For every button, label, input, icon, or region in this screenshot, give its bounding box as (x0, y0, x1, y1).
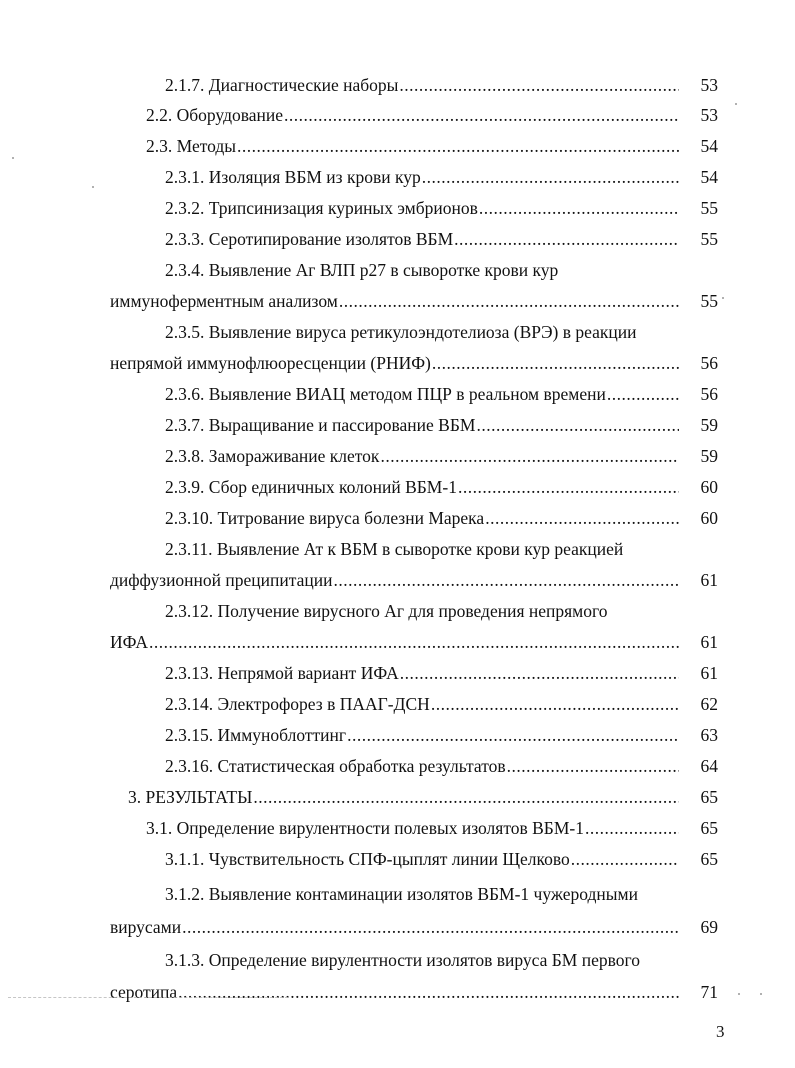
dot-leader (347, 722, 679, 748)
toc-entry-title-continued: непрямой иммунофлюоресценции (РНИФ) (110, 353, 431, 373)
toc-line (165, 660, 679, 686)
toc-entry-title: 2.3.12. Получение вирусного Аг для проведения непрямого (165, 601, 608, 621)
scan-speck (735, 103, 737, 105)
toc-line (165, 691, 679, 717)
toc-entry (0, 257, 795, 319)
toc-entry-title: 2.3.1. Изоляция ВБМ из крови кур (165, 167, 421, 187)
toc-line (146, 102, 679, 128)
toc-entry-page: 55 (700, 291, 718, 311)
toc-entry (0, 881, 795, 943)
toc-entry-title: 2.3.2. Трипсинизация куриных эмбрионов (165, 198, 478, 218)
toc-entry-page: 65 (700, 787, 718, 807)
toc-entry-title-continued: серотипа (110, 982, 178, 1002)
toc-entry (0, 722, 795, 753)
toc-entry-title: 2.3.11. Выявление Ат к ВБМ в сыворотке крови кур реакцией (165, 539, 624, 559)
toc-entry-page: 56 (700, 353, 718, 373)
dot-leader (476, 412, 679, 438)
toc-entry-title: 3.1.2. Выявление контаминации изолятов ВБМ-1 чужеродными (165, 884, 638, 904)
toc-entry (0, 846, 795, 877)
toc-entry (0, 319, 795, 381)
toc-entry-page: 61 (700, 663, 718, 683)
toc-entry-title: 2.3.14. Электрофорез в ПААГ-ДСН (165, 694, 430, 714)
toc-entry-page: 53 (700, 75, 718, 95)
toc-line (128, 784, 679, 810)
toc-entry-page: 65 (700, 818, 718, 838)
toc-line (165, 381, 679, 407)
toc-entry-page: 62 (700, 694, 718, 714)
scan-speck (722, 297, 724, 299)
dot-leader (607, 381, 679, 407)
scan-speck (12, 157, 14, 159)
toc-entry (0, 598, 795, 660)
toc-entry (0, 226, 795, 257)
dot-leader (400, 660, 679, 686)
toc-entry-page: 54 (700, 136, 718, 156)
toc-entry-title-continued: вирусами (110, 917, 182, 937)
toc-entry-title: 3.1.1. Чувствительность СПФ-цыплят линии Щелково (165, 849, 570, 869)
dot-leader (149, 629, 679, 655)
toc-entry-page: 63 (700, 725, 718, 745)
toc-entry-title: 2.3.13. Непрямой вариант ИФА (165, 663, 399, 683)
toc-line (110, 629, 679, 655)
dot-leader (333, 567, 679, 593)
dot-leader (507, 753, 679, 779)
dot-leader (485, 505, 679, 531)
dot-leader (253, 784, 679, 810)
toc-entry-page: 55 (700, 198, 718, 218)
toc-entry (0, 195, 795, 226)
toc-entry-page: 59 (700, 415, 718, 435)
toc-line (146, 815, 679, 841)
toc-entry-page: 64 (700, 756, 718, 776)
toc-entry-title: 2.3.9. Сбор единичных колоний ВБМ-1 (165, 477, 457, 497)
toc-entry (0, 660, 795, 691)
dot-leader (182, 914, 679, 940)
toc-entry-page: 56 (700, 384, 718, 404)
toc-entry (0, 753, 795, 784)
toc-line (110, 567, 679, 593)
toc-line (165, 536, 685, 562)
toc-entry-title: 3.1. Определение вирулентности полевых изолятов ВБМ-1 (146, 818, 584, 838)
scan-speck (92, 186, 94, 188)
toc-entry-page: 54 (700, 167, 718, 187)
toc-entry-title: 2.3.7. Выращивание и пассирование ВБМ (165, 415, 476, 435)
toc-line (165, 226, 679, 252)
toc-entry-title: 2.3.4. Выявление Аг ВЛП p27 в сыворотке крови кур (165, 260, 559, 280)
toc-line (110, 979, 679, 1005)
toc-line (165, 319, 685, 345)
toc-entry-page: 60 (700, 508, 718, 528)
toc-entry (0, 164, 795, 195)
toc-entry-page: 61 (700, 632, 718, 652)
toc-line (165, 443, 679, 469)
toc-entry (0, 443, 795, 474)
dot-leader (339, 288, 679, 314)
toc-line (165, 72, 679, 98)
toc-entry-title: 2.3.6. Выявление ВИАЦ методом ПЦР в реальном времени (165, 384, 606, 404)
toc-line (165, 722, 679, 748)
toc-entry-title-continued: иммуноферментным анализом (110, 291, 338, 311)
toc-entry-page: 60 (700, 477, 718, 497)
toc-entry (0, 505, 795, 536)
toc-entry-title: 2.2. Оборудование (146, 105, 284, 125)
dot-leader (432, 350, 679, 376)
dot-leader (178, 979, 679, 1005)
toc-line (165, 753, 679, 779)
toc-entry (0, 815, 795, 846)
toc-entry-title-continued: ИФА (110, 632, 148, 652)
page-number: 3 (716, 1022, 725, 1041)
toc-entry-page: 55 (700, 229, 718, 249)
toc-entry (0, 412, 795, 443)
toc-entry-title: 2.3.3. Серотипирование изолятов ВБМ (165, 229, 454, 249)
toc-line (165, 164, 679, 190)
dot-leader (458, 474, 679, 500)
toc-entry (0, 381, 795, 412)
toc-entry-page: 53 (700, 105, 718, 125)
scan-speck (760, 993, 762, 995)
dot-leader (585, 815, 679, 841)
dot-leader (454, 226, 679, 252)
toc-entry-title: 2.3.10. Титрование вируса болезни Марека (165, 508, 485, 528)
dot-leader (284, 102, 679, 128)
dot-leader (571, 846, 679, 872)
toc-entry (0, 784, 795, 815)
toc-line (110, 288, 679, 314)
dot-leader (380, 443, 679, 469)
toc-entry-page: 61 (700, 570, 718, 590)
toc-line (110, 914, 679, 940)
toc-entry-title-continued: диффузионной преципитации (110, 570, 333, 590)
dot-leader (479, 195, 679, 221)
toc-line (165, 474, 679, 500)
toc-line (165, 598, 685, 624)
toc-line (165, 947, 685, 973)
toc-entry (0, 474, 795, 505)
dot-leader (237, 133, 679, 159)
toc-entry-title: 3. РЕЗУЛЬТАТЫ (128, 787, 253, 807)
toc-entry-title: 2.1.7. Диагностические наборы (165, 75, 399, 95)
toc-entry-title: 2.3.5. Выявление вируса ретикулоэндотелиоза (ВРЭ) в реакции (165, 322, 637, 342)
toc-entry (0, 691, 795, 722)
toc-entry-title: 2.3.16. Статистическая обработка результатов (165, 756, 506, 776)
toc-line (110, 350, 679, 376)
toc-entry-page: 71 (700, 982, 718, 1002)
toc-entry-page: 65 (700, 849, 718, 869)
toc-entry-title: 2.3. Методы (146, 136, 237, 156)
toc-entry (0, 72, 795, 103)
toc-entry-title: 3.1.3. Определение вирулентности изолятов вируса БМ первого (165, 950, 640, 970)
dot-leader (422, 164, 679, 190)
toc-entry (0, 133, 795, 164)
scan-artifact (8, 997, 288, 1000)
scan-speck (738, 993, 740, 995)
toc-line (165, 846, 679, 872)
toc-entry-page: 69 (700, 917, 718, 937)
toc-line (165, 881, 685, 907)
toc-entry (0, 102, 795, 133)
dot-leader (399, 72, 679, 98)
toc-line (165, 505, 679, 531)
toc-line (165, 257, 685, 283)
toc-entry-title: 2.3.8. Замораживание клеток (165, 446, 380, 466)
toc-entry-title: 2.3.15. Иммуноблоттинг (165, 725, 347, 745)
dot-leader (431, 691, 679, 717)
toc-line (165, 412, 679, 438)
toc-line (165, 195, 679, 221)
toc-entry (0, 536, 795, 598)
toc-line (146, 133, 679, 159)
toc-entry-page: 59 (700, 446, 718, 466)
